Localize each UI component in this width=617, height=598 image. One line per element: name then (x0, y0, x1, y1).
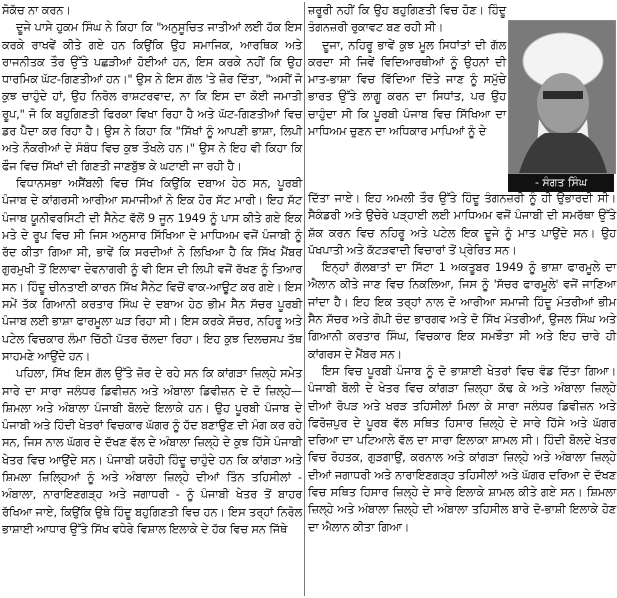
paragraph: ਦਿੱਤਾ ਜਾਏ। ਇਹ ਅਮਲੀ ਤੌਰ ਉੱਤੇ ਹਿੰਦੂ ਤੰਗਨਜ਼ਰੀ ਨੂੰ ਹੀ ਉਭਾਰਦੀ ਸੀ। ਸੈਕੰਡਰੀ ਅਤੇ ਉਚੇਰੇ ਪੜ੍ਹਾਈ ਲਈ ਮਾਧਿਅਮ ਵਜੋਂ ਪੰਜਾਬੀ ਦੀ ਸਮਰੱਥਾ ਉੱਤੇ ਸ਼ੱਕ ਕਰਨ ਵਿਚ ਨਹਿਰੂ ਅਤੇ ਪਟੇਲ ਇਕ ਦੂਜੇ ਨੂੰ ਮਾਤ ਪਾਉਂਦੇ ਸਨ। ਉਹ ਪੱਖਪਾਤੀ ਅਤੇ ਕੱਟੜਵਾਦੀ ਵਿਚਾਰਾਂ ਤੋਂ ਪ੍ਰੇਰਿਤ ਸਨ। (308, 191, 616, 257)
paragraph: ਸੋਕੱਚ ਨਾ ਕਰਨ। (2, 3, 71, 17)
paragraph: ਦੂਜੇ ਪਾਸੇ ਹੁਕਮ ਸਿੰਘ ਨੇ ਕਿਹਾ ਕਿ "ਅਨੁਸੂਚਿਤ ਜਾਤੀਆਂ ਲਈ ਹੱਕ ਇਸ ਕਰਕੇ ਰਾਖਵੇਂ ਕੀਤੇ ਗਏ ਹਨ ਕਿਉਂਕਿ ਉਹ ਸਮਾਜਿਕ, ਆਰਥਿਕ ਅਤੇ ਰਾਜਨੀਤਕ ਤੌਰ ਉੱਤੇ ਪਛੜੀਆਂ ਹੋਈਆਂ ਹਨ, ਇਸ ਕਰਕੇ ਨਹੀਂ ਕਿ ਉਹ ਧਾਰਮਿਕ ਘੱਟ-ਗਿਣਤੀਆਂ ਹਨ।" ਉਸ ਨੇ ਇਸ ਗੱਲ 'ਤੇ ਜ਼ੋਰ ਦਿੱਤਾ, "ਅਸੀਂ ਜੋ ਕੁਝ ਚਾਹੁੰਦੇ ਹਾਂ, ਉਹ ਨਿਰੋਲ ਰਾਸ਼ਟਰਵਾਦ, ਨਾ ਕਿ ਇਸ ਦਾ ਕੋਈ ਜਮਾਤੀ ਰੂਪ," ਜੋ ਕਿ ਬਹੁਗਿਣਤੀ ਫਿਰਕਾ ਵਿਖਾ ਰਿਹਾ ਹੈ ਅਤੇ ਘੱਟ-ਗਿਣਤੀਆਂ ਵਿਚ ਡਰ ਪੈਦਾ ਕਰ ਰਿਹਾ ਹੈ। ਉਸ ਨੇ ਕਿਹਾ ਕਿ "ਸਿੱਖਾਂ ਨੂੰ ਆਪਣੀ ਭਾਸ਼ਾ, ਲਿਪੀ ਅਤੇ ਨੌਕਰੀਆਂ ਦੇ ਸੰਬੰਧ ਵਿਚ ਕੁਝ ਤੌਖਲੇ ਹਨ।" ਉਸ ਨੇ ਇਹ ਵੀ ਕਿਹਾ ਕਿ ਫੌਜ ਵਿਚ ਸਿੱਖਾਂ ਦੀ ਗਿਣਤੀ ਜਾਣਬੁੱਝ ਕੇ ਘਟਾਈ ਜਾ ਰਹੀ ਹੈ। (2, 20, 302, 173)
left-column (2, 2, 302, 538)
paragraph: ਇਸ ਵਿਚ ਪੂਰਬੀ ਪੰਜਾਬ ਨੂੰ ਦੋ ਭਾਸ਼ਾਈ ਖੇਤਰਾਂ ਵਿਚ ਵੰਡ ਦਿੱਤਾ ਗਿਆ। ਪੰਜਾਬੀ ਬੋਲੀ ਦੇ ਖੇਤਰ ਵਿਚ ਕਾਂਗੜਾ ਜ਼ਿਲ੍ਹਾ ਕੱਢ ਕੇ ਅਤੇ ਅੰਬਾਲਾ ਜ਼ਿਲ੍ਹੇ ਦੀਆਂ ਰੋਪੜ ਅਤੇ ਖਰੜ ਤਹਿਸੀਲਾਂ ਮਿਲਾ ਕੇ ਸਾਰਾ ਜਲੰਧਰ ਡਿਵੀਜ਼ਨ ਅਤੇ ਫਿਰੋਜ਼ਪੁਰ ਦੇ ਪੂਰਬ ਵੱਲ ਸਥਿਤ ਹਿਸਾਰ ਜ਼ਿਲ੍ਹੇ ਦੇ ਸਾਰੇ ਹਿੱਸੇ ਅਤੇ ਘੱਗਰ ਦਰਿਆ ਦਾ ਪਟਿਆਲੇ ਵੱਲ ਦਾ ਸਾਰਾ ਇਲਾਕਾ ਸ਼ਾਮਲ ਸੀ। ਹਿੰਦੀ ਬੋਲਦੇ ਖੇਤਰ ਵਿਚ ਰੋਹਤਕ, ਗੁੜਗਾਉਂ, ਕਰਨਾਲ ਅਤੇ ਕਾਂਗੜਾ ਜ਼ਿਲ੍ਹੇ ਅਤੇ ਅੰਬਾਲਾ ਜ਼ਿਲ੍ਹੇ ਦੀਆਂ ਜਗਾਧਰੀ ਅਤੇ ਨਾਰਾਇਣਗੜ੍ਹ ਤਹਿਸੀਲਾਂ ਅਤੇ ਘੱਗਰ ਦਰਿਆ ਦੇ ਦੱਖਣ ਵਿਚ ਸਥਿਤ ਹਿਸਾਰ ਜ਼ਿਲ੍ਹੇ ਦੇ ਸਾਰੇ ਇਲਾਕੇ ਸ਼ਾਮਲ ਕੀਤੇ ਗਏ ਸਨ। ਸ਼ਿਮਲਾ ਜ਼ਿਲ੍ਹੇ ਅਤੇ ਅੰਬਾਲਾ ਜ਼ਿਲ੍ਹੇ ਦੀ ਅੰਬਾਲਾ ਤਹਿਸੀਲ ਬਾਰੇ ਦੋ-ਭਾਸ਼ੀ ਇਲਾਕੇ ਹੋਣ ਦਾ ਐਲਾਨ ਕੀਤਾ ਗਿਆ। (308, 363, 616, 534)
author-portrait (509, 21, 615, 173)
paragraph: ਵਿਧਾਨਸਭਾ ਅਸੈਂਬਲੀ ਵਿਚ ਸਿੱਖ ਕਿਉਂਕਿ ਦਬਾਅ ਹੇਠ ਸਨ, ਪੂਰਬੀ ਪੰਜਾਬ ਦੇ ਕਾਂਗਰਸੀ ਆਰੀਆ ਸਮਾਜੀਆਂ ਨੇ ਇਕ ਹੋਰ ਸੱਟ ਮਾਰੀ। ਇਹ ਸੱਟ ਪੰਜਾਬ ਯੂਨੀਵਰਸਿਟੀ ਦੀ ਸੈਨੇਟ ਵੱਲੋਂ 9 ਜੂਨ 1949 ਨੂੰ ਪਾਸ ਕੀਤੇ ਗਏ ਇਕ ਮਤੇ ਦੇ ਰੂਪ ਵਿਚ ਸੀ ਜਿਸ ਅਨੁਸਾਰ ਸਿੱਖਿਆ ਦੇ ਮਾਧਿਅਮ ਵਜੋਂ ਪੰਜਾਬੀ ਨੂੰ ਰੱਦ ਕੀਤਾ ਗਿਆ ਸੀ, ਭਾਵੇਂ ਕਿ ਸਰਦੀਆਂ ਨੇ ਲਿਖਿਆ ਹੈ ਕਿ ਸਿੱਖ ਮੈਂਬਰ ਗੁਰਮੁਖੀ ਤੋਂ ਇਲਾਵਾ ਦੇਵਨਾਗਰੀ ਨੂੰ ਵੀ ਇਸ ਦੀ ਲਿਪੀ ਵਜੋਂ ਰੱਖਣ ਨੂੰ ਤਿਆਰ ਸਨ। ਹਿੰਦੂ ਚੀਨਤਾਈ ਕਾਰਨ ਸਿੱਖ ਸੈਨੇਟ ਵਿਚੋਂ ਵਾਕ-ਆਊਟ ਕਰ ਗਏ। ਇਸ ਸਮੇਂ ਤੱਕ ਗਿਆਨੀ ਕਰਤਾਰ ਸਿੰਘ ਦੇ ਦਬਾਅ ਹੇਠ ਭੀਮ ਸੈਨ ਸੱਚਰ ਪੂਰਬੀ ਪੰਜਾਬ ਲਈ ਭਾਸ਼ਾ ਫਾਰਮੂਲਾ ਘੜ ਰਿਹਾ ਸੀ। ਇਸ ਕਰਕੇ ਸੱਚਰ, ਨਹਿਰੂ ਅਤੇ ਪਟੇਲ ਵਿਚਕਾਰ ਲੰਮਾ ਚਿੱਠੀ ਪੱਤਰ ਚੱਲਦਾ ਰਿਹਾ। ਇਹ ਕੁਝ ਦਿਲਚਸਪ ਤੱਥ ਸਾਹਮਣੇ ਆਉਂਦੇ ਹਨ। (2, 175, 302, 363)
column-divider (304, 2, 305, 596)
paragraph: ਇਨ੍ਹਾਂ ਗੱਲਬਾਤਾਂ ਦਾ ਸਿੱਟਾ 1 ਅਕਤੂਬਰ 1949 ਨੂੰ ਭਾਸ਼ਾ ਫਾਰਮੂਲੇ ਦਾ ਐਲਾਨ ਕੀਤੇ ਜਾਣ ਵਿਚ ਨਿਕਲਿਆ, ਜਿਸ ਨੂੰ 'ਸੱਚਰ ਫਾਰਮੂਲੇ' ਵਜੋਂ ਜਾਣਿਆ ਜਾਂਦਾ ਹੈ। ਇਹ ਇਕ ਤਰ੍ਹਾਂ ਨਾਲ ਦੋ ਆਰੀਆ ਸਮਾਜੀ ਹਿੰਦੂ ਮੰਤਰੀਆਂ ਭੀਮ ਸੈਨ ਸੱਚਰ ਅਤੇ ਗੋਪੀ ਚੰਦ ਭਾਰਗਵ ਅਤੇ ਦੋ ਸਿੱਖ ਮੰਤਰੀਆਂ, ਉਜਲ ਸਿੰਘ ਅਤੇ ਗਿਆਨੀ ਕਰਤਾਰ ਸਿੰਘ, ਵਿਚਕਾਰ ਇਕ ਸਮਝੌਤਾ ਸੀ ਅਤੇ ਇਹ ਚਾਰੇ ਹੀ ਕਾਂਗਰਸ ਦੇ ਮੈਂਬਰ ਸਨ। (308, 260, 616, 361)
right-top-column (308, 2, 506, 140)
author-caption: - ਸੰਗਤ ਸਿੰਘ (508, 174, 614, 192)
paragraph: ਪਹਿਲਾ, ਸਿੱਖ ਇਸ ਗੱਲ ਉੱਤੇ ਜ਼ੋਰ ਦੇ ਰਹੇ ਸਨ ਕਿ ਕਾਂਗੜਾ ਜ਼ਿਲ੍ਹੇ ਸਮੇਤ ਸਾਰੇ ਦਾ ਸਾਰਾ ਜਲੰਧਰ ਡਿਵੀਜ਼ਨ ਅਤੇ ਅੰਬਾਲਾ ਡਿਵੀਜ਼ਨ ਦੇ ਦੋ ਜ਼ਿਲ੍ਹੇ—ਸ਼ਿਮਲਾ ਅਤੇ ਅੰਬਾਲਾ ਪੰਜਾਬੀ ਬੋਲਦੇ ਇਲਾਕੇ ਹਨ। ਉਹ ਪੂਰਬੀ ਪੰਜਾਬ ਦੇ ਪੰਜਾਬੀ ਅਤੇ ਹਿੰਦੀ ਖੇਤਰਾਂ ਵਿਚਕਾਰ ਘੱਗਰ ਨੂੰ ਹੱਦ ਬਣਾਉਣ ਦੀ ਮੰਗ ਕਰ ਰਹੇ ਸਨ, ਜਿਸ ਨਾਲ ਘੱਗਰ ਦੇ ਦੱਖਣ ਵੱਲ ਦੇ ਅੰਬਾਲਾ ਜ਼ਿਲ੍ਹੇ ਦੇ ਕੁਝ ਹਿੱਸੇ ਪੰਜਾਬੀ ਖੇਤਰ ਵਿਚ ਆਉਂਦੇ ਸਨ। ਪੰਜਾਬੀ ਯਰੋਹੀ ਹਿੰਦੂ ਚਾਹੁੰਦੇ ਹਨ ਕਿ ਕਾਂਗੜਾ ਅਤੇ ਸ਼ਿਮਲਾ ਜ਼ਿਲ੍ਹਿਆਂ ਨੂੰ ਅਤੇ ਅੰਬਾਲਾ ਜ਼ਿਲ੍ਹੇ ਦੀਆਂ ਤਿੰਨ ਤਹਿਸੀਲਾਂ - ਅੰਬਾਲਾ, ਨਾਰਾਇਣਗੜ੍ਹ ਅਤੇ ਜਗਾਧਰੀ - ਨੂੰ ਪੰਜਾਬੀ ਖੇਤਰ ਤੋਂ ਬਾਹਰ ਰੱਖਿਆ ਜਾਏ, ਕਿਉਂਕਿ ਉਥੇ ਹਿੰਦੂ ਬਹੁਗਿਣਤੀ ਵਿਚ ਹਨ। ਇਸ ਤਰ੍ਹਾਂ ਨਿਰੋਲ ਭਾਸ਼ਾਈ ਆਧਾਰ ਉੱਤੇ ਸਿੱਖ ਵਧੇਰੇ ਵਿਸ਼ਾਲ ਇਲਾਕੇ ਦੇ ਹੱਕ ਵਿਚ ਸਨ ਜਿੱਥੇ (2, 366, 302, 536)
author-photo (508, 20, 616, 174)
paragraph: ਜ਼ਰੂਰੀ ਨਹੀਂ ਕਿ ਉਹ ਬਹੁਗਿਣਤੀ ਵਿਚ ਹੋਣ। ਹਿੰਦੂ ਤੰਗਨਜ਼ਰੀ ਰੁਕਾਵਟ ਬਣ ਰਹੀ ਸੀ। (308, 3, 506, 35)
right-bottom-column (308, 190, 616, 536)
paragraph: ਦੂਜਾ, ਨਹਿਰੂ ਭਾਵੇਂ ਕੁਝ ਮੂਲ ਸਿਧਾਂਤਾਂ ਦੀ ਗੱਲ ਕਰਦਾ ਸੀ ਜਿਵੇਂ ਵਿਦਿਆਰਥੀਆਂ ਨੂੰ ਉਹਨਾਂ ਦੀ ਮਾਤ-ਭਾਸ਼ਾ ਵਿਚ ਵਿੱਦਿਆ ਦਿੱਤੇ ਜਾਣ ਨੂੰ ਸਮੁੱਚੇ ਭਾਰਤ ਉੱਤੇ ਲਾਗੂ ਕਰਨ ਦਾ ਸਿਧਾਂਤ, ਪਰ ਉਹ ਚਾਹੁੰਦਾ ਸੀ ਕਿ ਪੂਰਬੀ ਪੰਜਾਬ ਵਿਚ ਸਿੱਖਿਆ ਦਾ ਮਾਧਿਅਮ ਚੁਣਨ ਦਾ ਅਧਿਕਾਰ ਮਾਪਿਆਂ ਨੂੰ ਦੇ (308, 37, 506, 139)
